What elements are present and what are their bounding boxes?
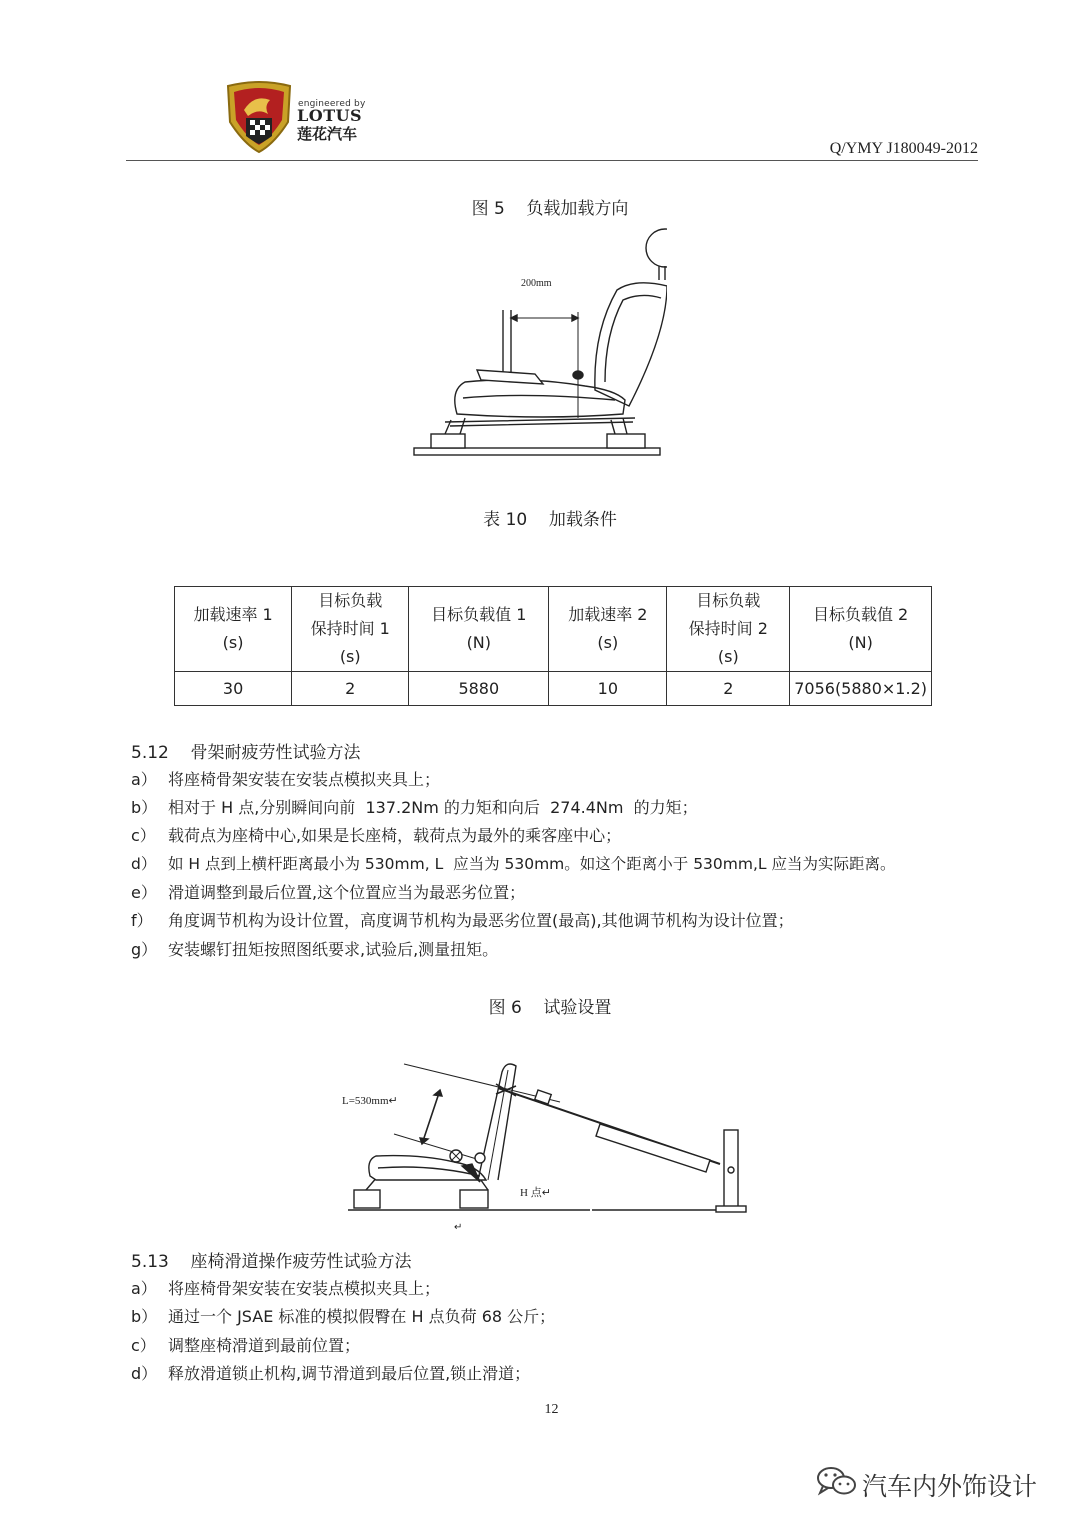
list-item: d） 如 H 点到上横杆距离最小为 530mm, L 应当为 530mm。如这个距离小于 530mm,L 应当为实际距离。 xyxy=(131,855,896,873)
table-cell: 7056(5880×1.2) xyxy=(790,672,932,706)
header-divider xyxy=(126,160,978,161)
page-number: 12 xyxy=(544,1402,559,1417)
list-item: g） 安装螺钉扭矩按照图纸要求,试验后,测量扭矩。 xyxy=(131,940,499,959)
figure6-caption: 图 6 试验设置 xyxy=(488,998,612,1018)
figure5-dimension-label: 200mm xyxy=(521,278,552,289)
table-cell: 5880 xyxy=(409,672,549,706)
loading-conditions-table xyxy=(174,586,932,706)
table10-caption: 表 10 加载条件 xyxy=(483,510,617,530)
table-header-cell: 目标负载 保持时间 2 (s) xyxy=(667,587,790,672)
figure6-return-mark: ↵ xyxy=(454,1222,463,1230)
watermark-text: 汽车内外饰设计 xyxy=(862,1472,1038,1501)
document-number: Q/YMY J180049-2012 xyxy=(829,140,978,157)
wechat-icon xyxy=(815,1464,859,1498)
table-header-cell: 目标负载 保持时间 1 (s) xyxy=(292,587,409,672)
table-cell: 2 xyxy=(292,672,409,706)
logo-tagline: engineered by xyxy=(298,99,366,109)
table-header-cell: 目标负载值 1 (N) xyxy=(409,587,549,672)
table-header-cell: 目标负载值 2 (N) xyxy=(790,587,932,672)
list-item: d） 释放滑道锁止机构,调节滑道到最后位置,锁止滑道； xyxy=(131,1364,531,1383)
logo-brand: LOTUS xyxy=(297,106,363,125)
section-5-12-title: 5.12 骨架耐疲劳性试验方法 xyxy=(131,743,361,763)
table-cell: 10 xyxy=(549,672,667,706)
table-cell: 30 xyxy=(175,672,292,706)
table-header-cell: 加载速率 2 (s) xyxy=(549,587,667,672)
table-row xyxy=(175,672,932,706)
list-item: c） 载荷点为座椅中心,如果是长座椅，载荷点为最外的乘客座中心； xyxy=(131,826,622,845)
table-cell: 2 xyxy=(667,672,790,706)
list-item: b） 通过一个 JSAE 标准的模拟假臀在 H 点负荷 68 公斤； xyxy=(131,1307,556,1326)
section-5-13-title: 5.13 座椅滑道操作疲劳性试验方法 xyxy=(131,1252,412,1272)
figure6-test-setup-diagram xyxy=(330,1030,750,1230)
list-item: e） 滑道调整到最后位置,这个位置应当为最恶劣位置； xyxy=(131,883,526,902)
figure5-caption: 图 5 负载加载方向 xyxy=(471,199,629,219)
list-item: a） 将座椅骨架安装在安装点模拟夹具上； xyxy=(131,770,441,789)
figure6-h-point-label: H 点↵ xyxy=(520,1187,551,1199)
table-header-cell: 加载速率 1 (s) xyxy=(175,587,292,672)
figure6-dimension-label: L=530mm↵ xyxy=(342,1095,398,1107)
table-header-row xyxy=(175,587,932,672)
logo-chinese-name: 莲花汽车 xyxy=(297,125,358,143)
list-item: c） 调整座椅滑道到最前位置； xyxy=(131,1336,361,1355)
list-item: a） 将座椅骨架安装在安装点模拟夹具上； xyxy=(131,1279,441,1298)
list-item: f） 角度调节机构为设计位置，高度调节机构为最恶劣位置(最高),其他调节机构为设计位置； xyxy=(131,911,794,930)
figure5-seat-load-diagram xyxy=(405,222,667,462)
list-item: b） 相对于 H 点,分别瞬间向前 137.2Nm 的力矩和向后 274.4Nm 的力矩； xyxy=(131,798,698,817)
